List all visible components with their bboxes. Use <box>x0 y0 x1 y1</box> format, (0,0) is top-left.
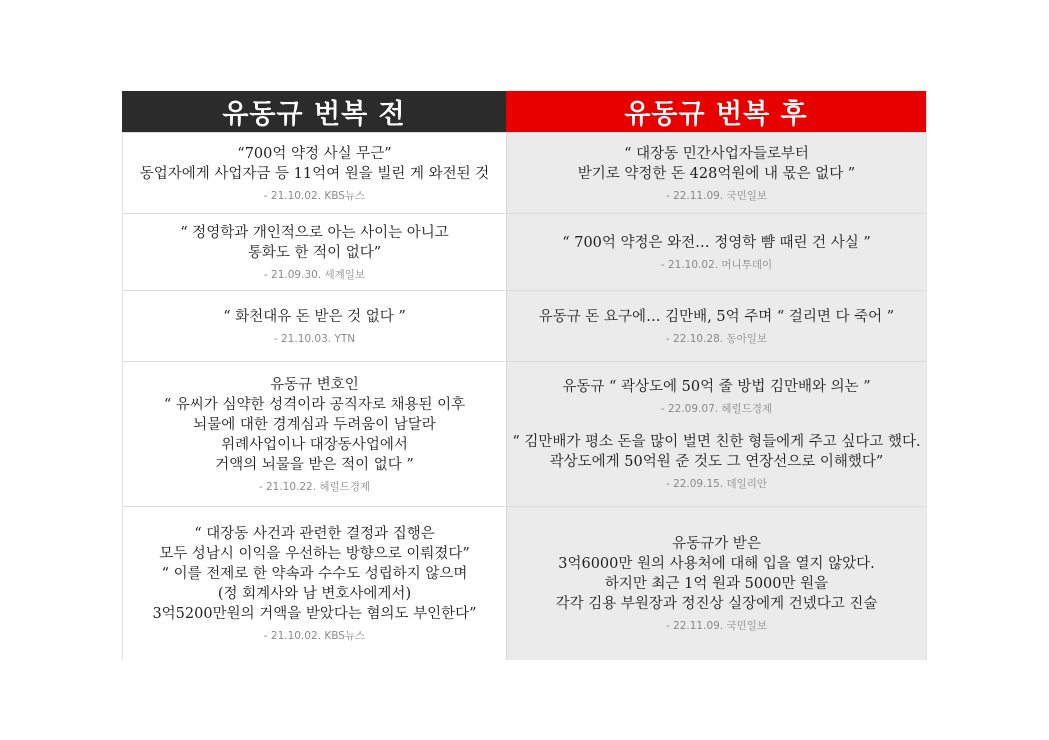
quote-block <box>539 307 894 346</box>
quote-line: “700억 약정 사실 무근” <box>237 145 392 162</box>
quote-line: 하지만 최근 1억 원과 5000만 원을 <box>604 576 829 592</box>
quote-block <box>512 432 920 491</box>
quote-line: 받기로 약정한 돈 428억원에 내 몫은 없다 ” <box>577 165 856 182</box>
quote-line: 유동규 “ 곽상도에 50억 줄 방법 김만배와 의논 ” <box>562 379 871 395</box>
source-citation: - 21.10.22. 헤럴드경제 <box>258 480 371 493</box>
quote-block <box>180 223 449 282</box>
source-citation: - 21.09.30. 세계일보 <box>263 268 366 281</box>
quote-block <box>152 524 476 643</box>
source-citation: - 22.10.28. 동아일보 <box>665 332 768 345</box>
after-cell <box>506 213 926 290</box>
after-cell <box>506 290 926 361</box>
quote-block <box>562 233 871 272</box>
comparison-table <box>122 91 927 660</box>
quote-line: 동업자에게 사업자금 등 11억여 원을 빌린 게 와전된 것 <box>139 165 490 182</box>
source-citation: - 21.10.02. KBS뉴스 <box>263 630 366 642</box>
quote-line: 유동규 돈 요구에… 김만배, 5억 주며 “ 걸리면 다 죽어 ” <box>538 308 895 325</box>
quote-block <box>556 534 878 633</box>
quote-line: 뇌물에 대한 경계심과 두려움이 남달라 <box>193 416 436 433</box>
source-citation: - 22.09.15. 데일리안 <box>665 478 768 490</box>
quote-line: “ 이를 전제로 한 약속과 수수도 성립하지 않으며 <box>161 566 468 582</box>
after-cell <box>506 132 926 213</box>
header-before: 유동규 번복 전 <box>122 91 506 132</box>
quote-line: 유동규가 받은 <box>672 536 761 552</box>
quote-line: 거액의 뇌물을 받은 적이 없다 ” <box>215 456 414 473</box>
quote-line: 모두 성남시 이익을 우선하는 방향으로 이뤄졌다” <box>159 546 470 562</box>
quote-block <box>140 144 489 203</box>
quote-line: “ 화천대유 돈 받은 것 없다 ” <box>223 308 406 325</box>
before-cell <box>122 290 506 361</box>
quote-line: 곽상도에게 50억원 준 것도 그 연장선으로 이해했다” <box>549 454 884 470</box>
quote-line: 통화도 한 적이 없다” <box>247 244 382 261</box>
quote-block <box>562 377 870 416</box>
source-citation: - 21.10.02. 머니투데이 <box>660 258 773 271</box>
quote-line: 위례사업이나 대장동사업에서 <box>221 436 408 453</box>
source-citation: - 22.11.09. 국민일보 <box>665 620 768 632</box>
source-citation: - 21.10.03. YTN <box>273 332 356 345</box>
after-cell <box>506 506 926 660</box>
source-citation: - 21.10.02. KBS뉴스 <box>263 189 366 202</box>
quote-line: 각각 김용 부원장과 정진상 실장에게 건넸다고 진술 <box>555 596 878 612</box>
source-citation: - 22.09.07. 헤럴드경제 <box>660 403 773 415</box>
before-cell <box>122 213 506 290</box>
header-after: 유동규 번복 후 <box>506 91 926 132</box>
before-cell <box>122 361 506 506</box>
after-cell <box>506 361 926 506</box>
quote-line: “ 유씨가 심약한 성격이라 공직자로 채용된 이후 <box>163 396 466 413</box>
quote-line: 유동규 변호인 <box>270 376 359 393</box>
quote-line: “ 700억 약정은 와전… 정영학 뺨 때린 건 사실 ” <box>562 234 871 251</box>
quote-line: 3억6000만 원의 사용처에 대해 입을 열지 않았다. <box>558 556 875 572</box>
quote-line: “ 정영학과 개인적으로 아는 사이는 아니고 <box>180 224 449 241</box>
quote-block <box>223 307 406 346</box>
before-cell <box>122 132 506 213</box>
quote-line: “ 김만배가 평소 돈을 많이 벌면 친한 형들에게 주고 싶다고 했다. <box>512 434 921 450</box>
before-cell <box>122 506 506 660</box>
source-citation: - 22.11.09. 국민일보 <box>665 189 768 202</box>
quote-line: “ 대장동 사건과 관련한 결정과 집행은 <box>194 526 435 542</box>
quote-line: (정 회계사와 남 변호사에게서) <box>217 586 412 602</box>
quote-block <box>578 144 855 203</box>
quote-line: “ 대장동 민간사업자들로부터 <box>624 145 809 162</box>
quote-block <box>164 375 465 494</box>
quote-line: 3억5200만원의 거액을 받았다는 혐의도 부인한다” <box>152 606 477 622</box>
